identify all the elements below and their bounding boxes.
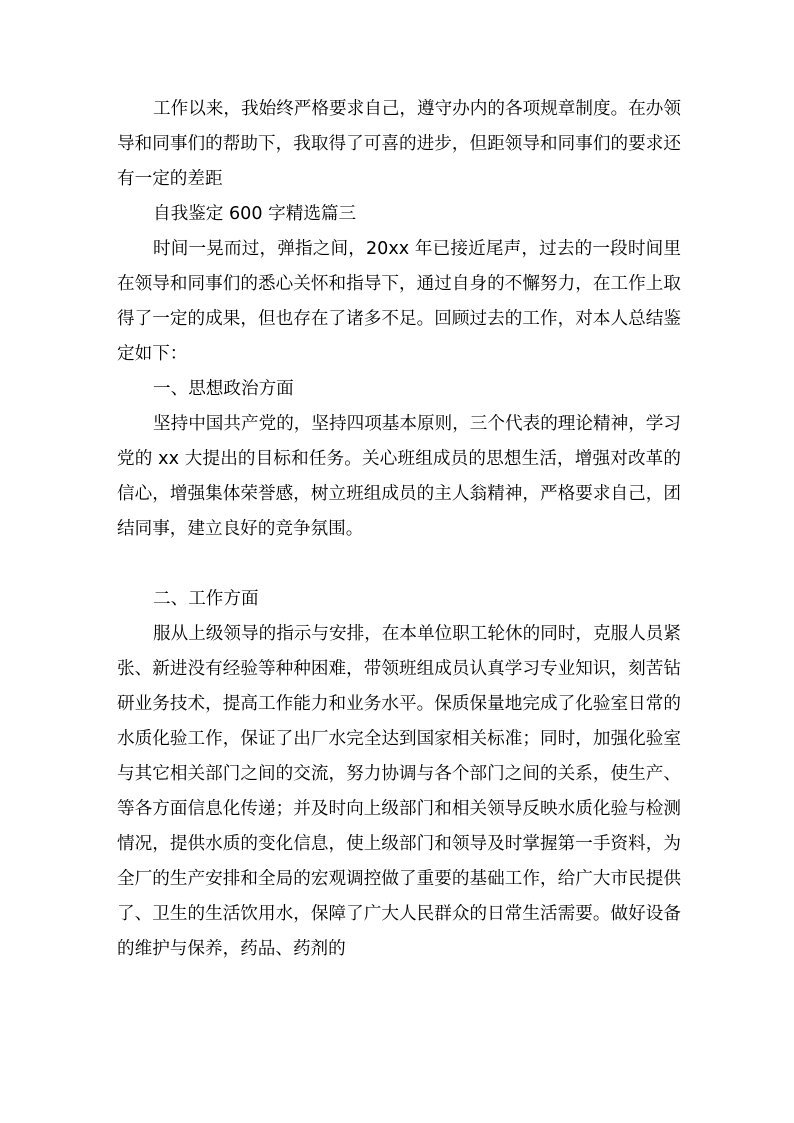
paragraph-intro: 工作以来，我始终严格要求自己，遵守办内的各项规章制度。在办领导和同事们的帮助下，我取得了可喜的进步，但距领导和同事们的要求还有一定的差距 bbox=[117, 99, 681, 189]
paragraph-political: 坚持中国共产党的，坚持四项基本原则，三个代表的理论精神，学习党的 xx 大提出的目标和任务。关心班组成员的思想生活，增强对改革的信心，增强集体荣誉感，树立班组成员的主人翁精神，严格要求自己，团结同事，建立良好的竞争氛围。 bbox=[117, 414, 681, 539]
paragraph-summary: 时间一晃而过，弹指之间，20xx 年已接近尾声，过去的一段时间里在领导和同事们的悉心关怀和指导下，通过自身的不懈努力，在工作上取得了一定的成果，但也存在了诸多不足。回顾过去的工作，对本人总结鉴定如下： bbox=[117, 239, 681, 364]
paragraph-work: 服从上级领导的指示与安排，在本单位职工轮休的同时，克服人员紧张、新进没有经验等种种困难，带领班组成员认真学习专业知识，刻苦钻研业务技术，提高工作能力和业务水平。保质保量地完成了化验室日常的水质化验工作，保证了出厂水完全达到国家相关标准；同时，加强化验室与其它相关部门之间的交流，努力协调与各个部门之间的关系，使生产、等各方面信息化传递；并及时向上级部门和相关领导反映水质化验与检测情况，提供水质的变化信息，使上级部门和领导及时掌握第一手资料，为全厂的生产安排和全局的宏观调控做了重要的基础工作，给广大市民提供了、卫生的生活饮用水，保障了广大人民群众的日常生活需要。做好设备的维护与保养，药品、药剂的 bbox=[117, 624, 681, 959]
blank-line bbox=[117, 547, 681, 582]
document-title: 自我鉴定 600 字精选篇三 bbox=[153, 204, 357, 224]
document-page bbox=[117, 92, 681, 967]
section-heading-work: 二、工作方面 bbox=[153, 589, 259, 609]
section-heading-political: 一、思想政治方面 bbox=[153, 379, 294, 399]
